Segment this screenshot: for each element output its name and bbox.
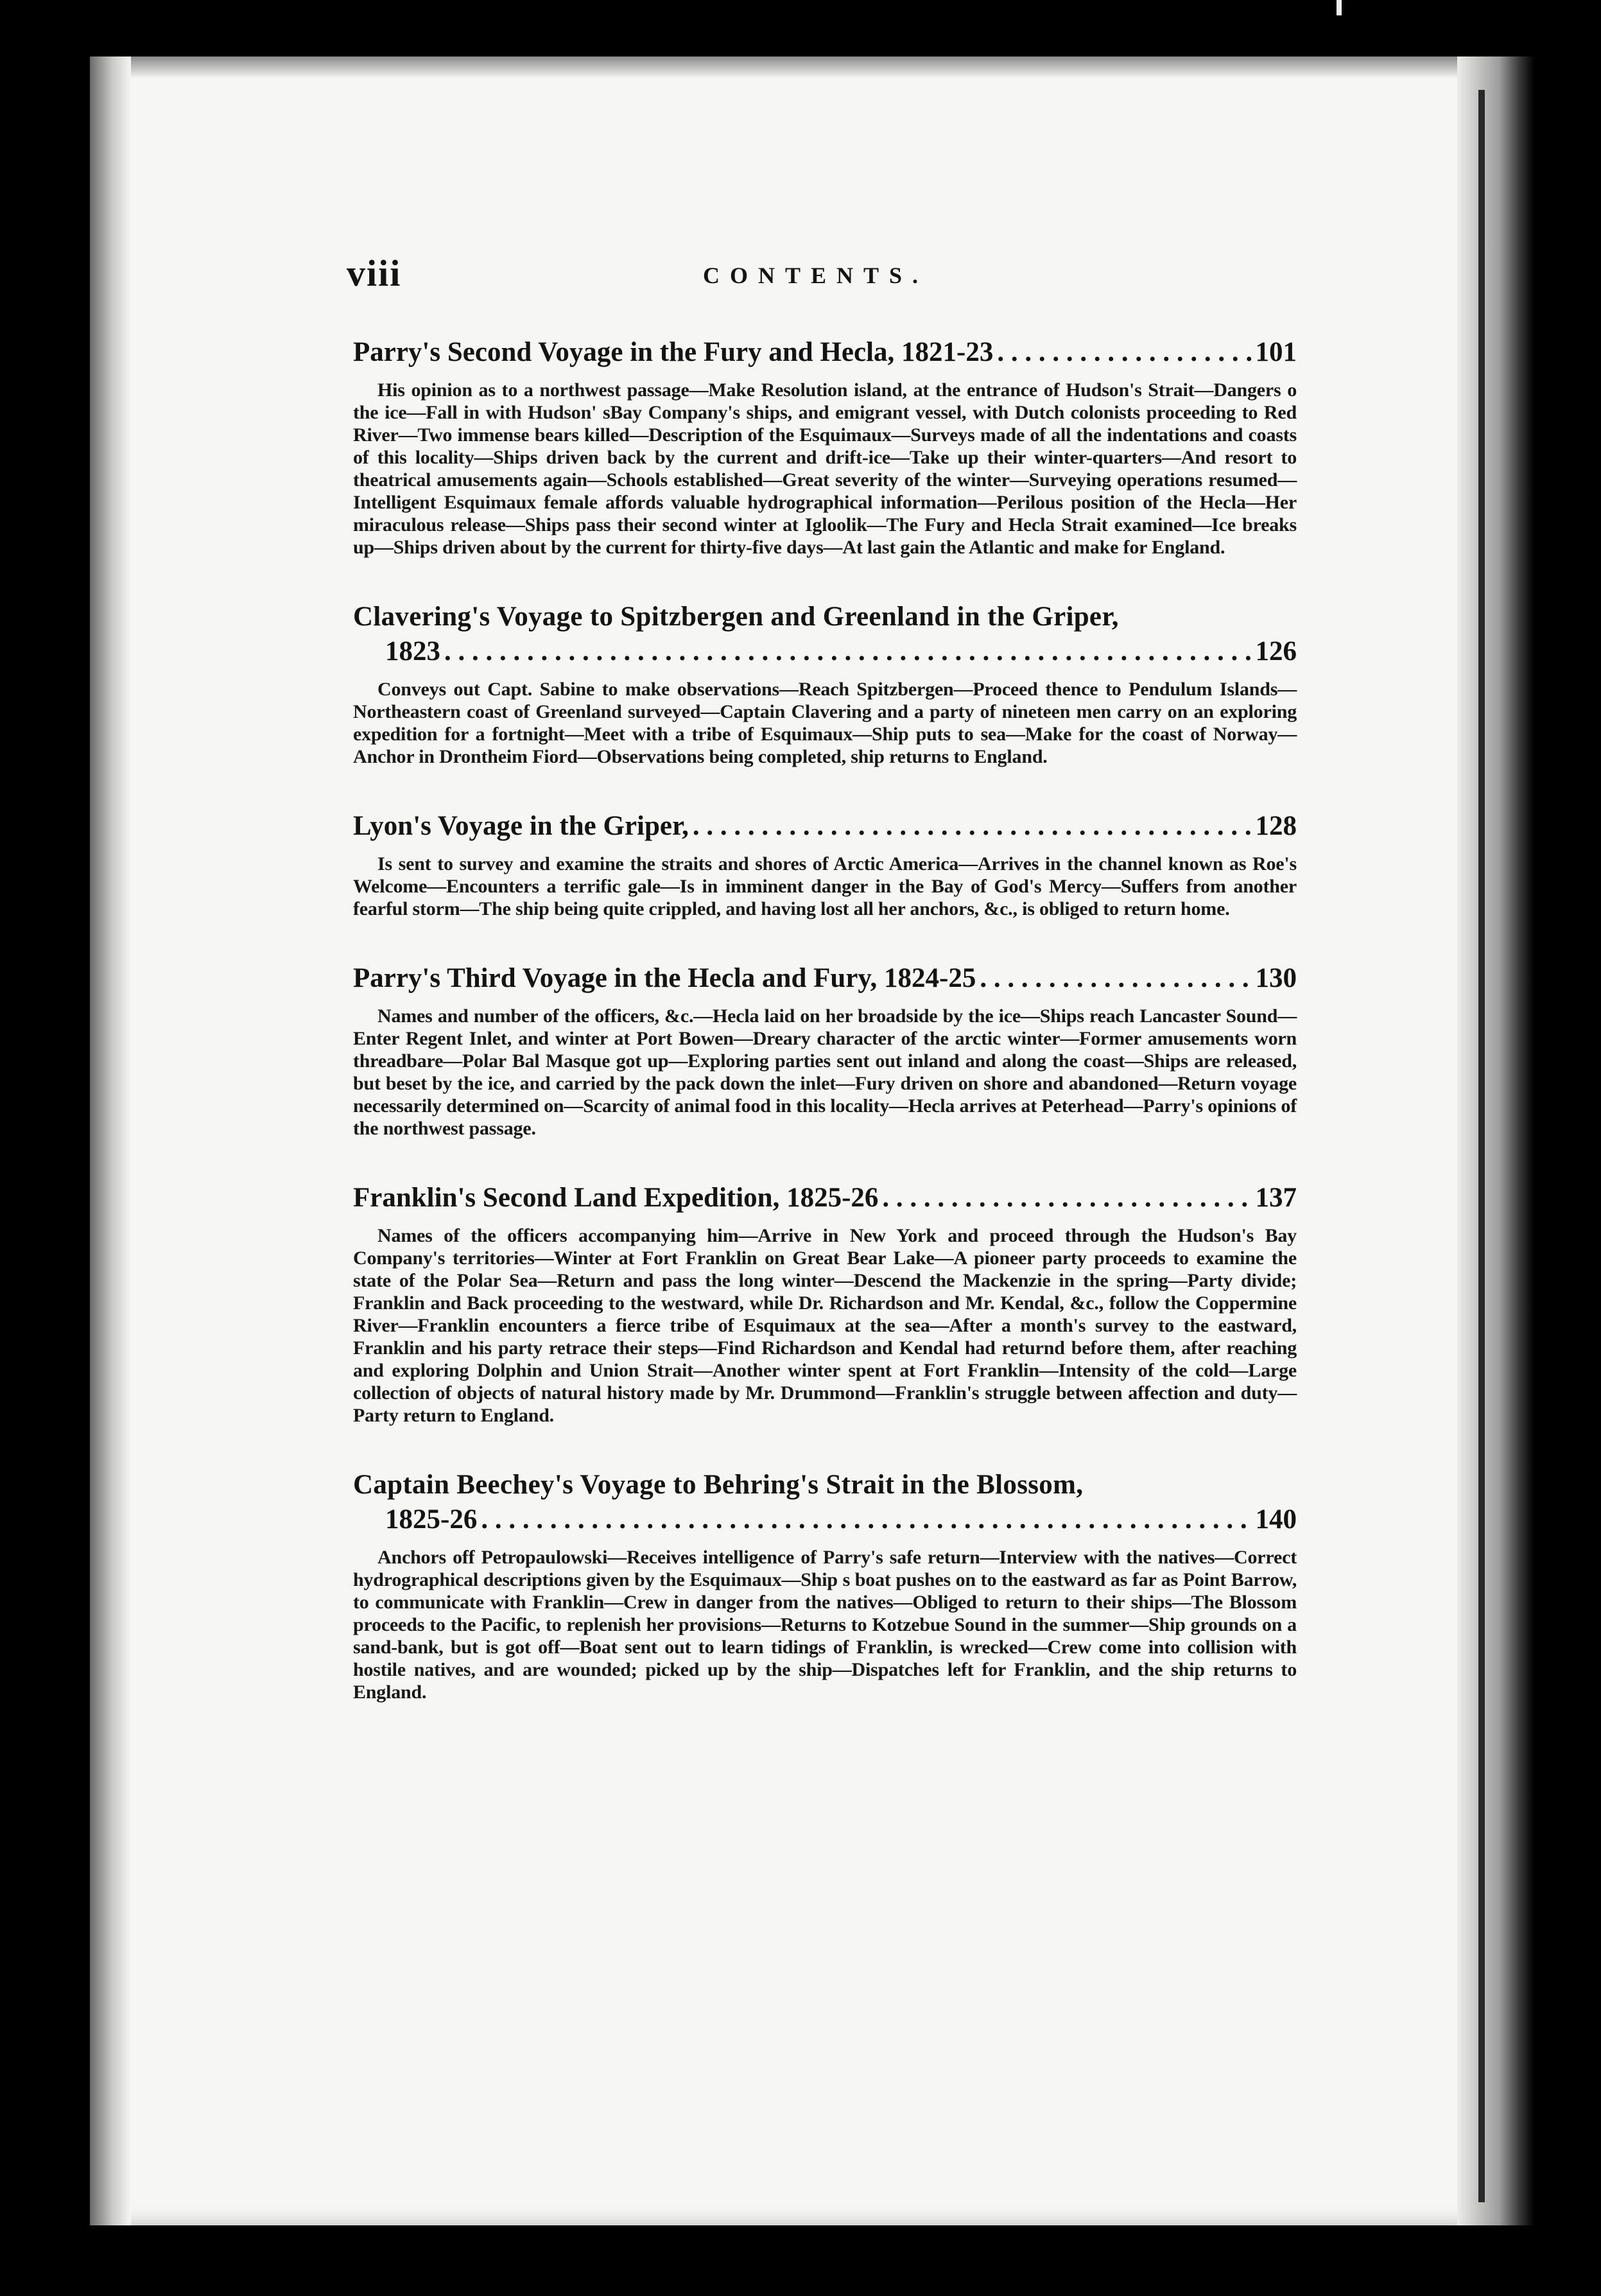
running-head	[347, 252, 1303, 297]
entry-heading	[353, 1181, 1297, 1215]
entry-page-number: 128	[1255, 811, 1297, 841]
entry-title-continued: 1823	[385, 636, 440, 666]
entry-title: Clavering's Voyage to Spitzbergen and Greenland in the Griper,	[353, 602, 1119, 632]
dot-leader	[997, 335, 1251, 370]
dot-leader	[693, 809, 1252, 844]
entry-summary: His opinion as to a northwest passage—Make Resolution island, at the entrance of Hudson's Strait—Dangers o the ice—Fall in with Hudson' sBay Company's ships, and emigrant vessel, with Dutch colonists proceeding to Red River—Two immense bears killed—Description of the Esquimaux—Surveys made of all the indentations and coasts of this locality—Ships driven back by the current and drift-ice—Take up their winter-quarters—And resort to theatrical amusements again—Schools established—Great severity of the winter—Surveying operations resumed—Intelligent Esquimaux female affords valuable hydrographical information—Perilous position of the Hecla—Her miraculous release—Ships pass their second winter at Igloolik—The Fury and Hecla Strait examined—Ice breaks up—Ships driven about by the current for thirty-five days—At last gain the Atlantic and make for England.	[353, 379, 1297, 558]
entry-heading	[353, 634, 1297, 669]
entry-page-number: 126	[1255, 636, 1297, 666]
entry-page-number: 137	[1255, 1183, 1297, 1213]
running-title: CONTENTS.	[703, 263, 929, 288]
page-left-edge	[90, 57, 131, 2225]
dot-leader	[444, 634, 1252, 669]
entry-title-continued: 1825-26	[385, 1504, 478, 1535]
entry-title: Franklin's Second Land Expedition, 1825-26	[353, 1183, 879, 1213]
scan-corner-mark	[1337, 0, 1342, 15]
page-top-edge	[90, 57, 1494, 78]
entry-page-number: 130	[1255, 963, 1297, 993]
entry-heading	[353, 961, 1297, 996]
entry-summary: Anchors off Petropaulowski—Receives intelligence of Parry's safe return—Interview with the natives—Correct hydrographical descriptions given by the Esquimaux—Ship s boat pushes on to the eastward as far as Point Barrow, to communicate with Franklin—Crew in danger from the natives—Obliged to return to their ships—The Blossom proceeds to the Pacific, to replenish her provisions—Returns to Kotzebue Sound in the summer—Ship grounds on a sand-bank, but is got off—Boat sent out to learn tidings of Franklin, is wrecked—Crew come into collision with hostile natives, and are wounded; picked up by the ship—Dispatches left for Franklin, and the ship returns to England.	[353, 1547, 1297, 1703]
entry-title: Lyon's Voyage in the Griper,	[353, 811, 689, 841]
dot-leader	[980, 961, 1251, 996]
entry-summary: Names of the officers accompanying him—Arrive in New York and proceed through the Hudson's Bay Company's territories—Winter at Fort Franklin on Great Bear Lake—A pioneer party proceeds to examine the state of the Polar Sea—Return and pass the long winter—Descend the Mackenzie in the spring—Party divide; Franklin and Back proceeding to the westward, while Dr. Richardson and Mr. Kendal, &c., follow the Coppermine River—Franklin encounters a fierce tribe of Esquimaux at the sea—After a month's survey to the eastward, Franklin and his party retrace their steps—Find Richardson and Kendal had returnd before them, after reaching and exploring Dolphin and Union Strait—Another winter spent at Fort Franklin—Intensity of the cold—Large collection of objects of natural history made by Mr. Drummond—Franklin's struggle between affection and duty—Party return to England.	[353, 1225, 1297, 1426]
contents-entry	[353, 1181, 1297, 1427]
entry-summary: Conveys out Capt. Sabine to make observations—Reach Spitzbergen—Proceed thence to Pendulum Islands—Northeastern coast of Greenland surveyed—Captain Clavering and a party of nineteen men carry on an exploring expedition for a fortnight—Meet with a tribe of Esquimaux—Ship puts to sea—Make for the coast of Norway—Anchor in Drontheim Fiord—Observations being completed, ship returns to England.	[353, 679, 1297, 767]
contents-entry	[353, 600, 1297, 768]
page-right-shadow	[1457, 57, 1534, 2225]
dot-leader	[882, 1181, 1251, 1215]
entry-summary: Names and number of the officers, &c.—Hecla laid on her broadside by the ice—Ships reach Lancaster Sound—Enter Regent Inlet, and winter at Port Bowen—Dreary character of the arctic winter—Former amusements worn threadbare—Polar Bal Masque got up—Exploring parties sent out inland and along the coast—Ships are released, but beset by the ice, and carried by the pack down the inlet—Fury driven on shore and abandoned—Return voyage necessarily determined on—Scarcity of animal food in this locality—Hecla arrives at Peterhead—Parry's opinions of the northwest passage.	[353, 1005, 1297, 1139]
entry-heading	[353, 809, 1297, 844]
contents-list	[353, 335, 1297, 1744]
contents-entry	[353, 961, 1297, 1140]
dot-leader	[481, 1502, 1251, 1537]
page-number: viii	[347, 252, 402, 294]
contents-entry	[353, 809, 1297, 920]
binding-gutter	[1478, 90, 1485, 2202]
contents-entry	[353, 335, 1297, 559]
entry-page-number: 140	[1255, 1504, 1297, 1535]
entry-title: Parry's Second Voyage in the Fury and Hecla, 1821-23	[353, 337, 994, 367]
entry-title: Parry's Third Voyage in the Hecla and Fury, 1824-25	[353, 963, 976, 993]
entry-heading	[353, 335, 1297, 370]
entry-title: Captain Beechey's Voyage to Behring's Strait in the Blossom,	[353, 1470, 1084, 1500]
entry-heading	[353, 1502, 1297, 1537]
entry-page-number: 101	[1255, 337, 1297, 367]
contents-entry	[353, 1468, 1297, 1703]
entry-summary: Is sent to survey and examine the straits and shores of Arctic America—Arrives in the channel known as Roe's Welcome—Encounters a terrific gale—Is in imminent danger in the Bay of God's Mercy—Suffers from another fearful storm—The ship being quite crippled, and having lost all her anchors, &c., is obliged to return home.	[353, 853, 1297, 919]
